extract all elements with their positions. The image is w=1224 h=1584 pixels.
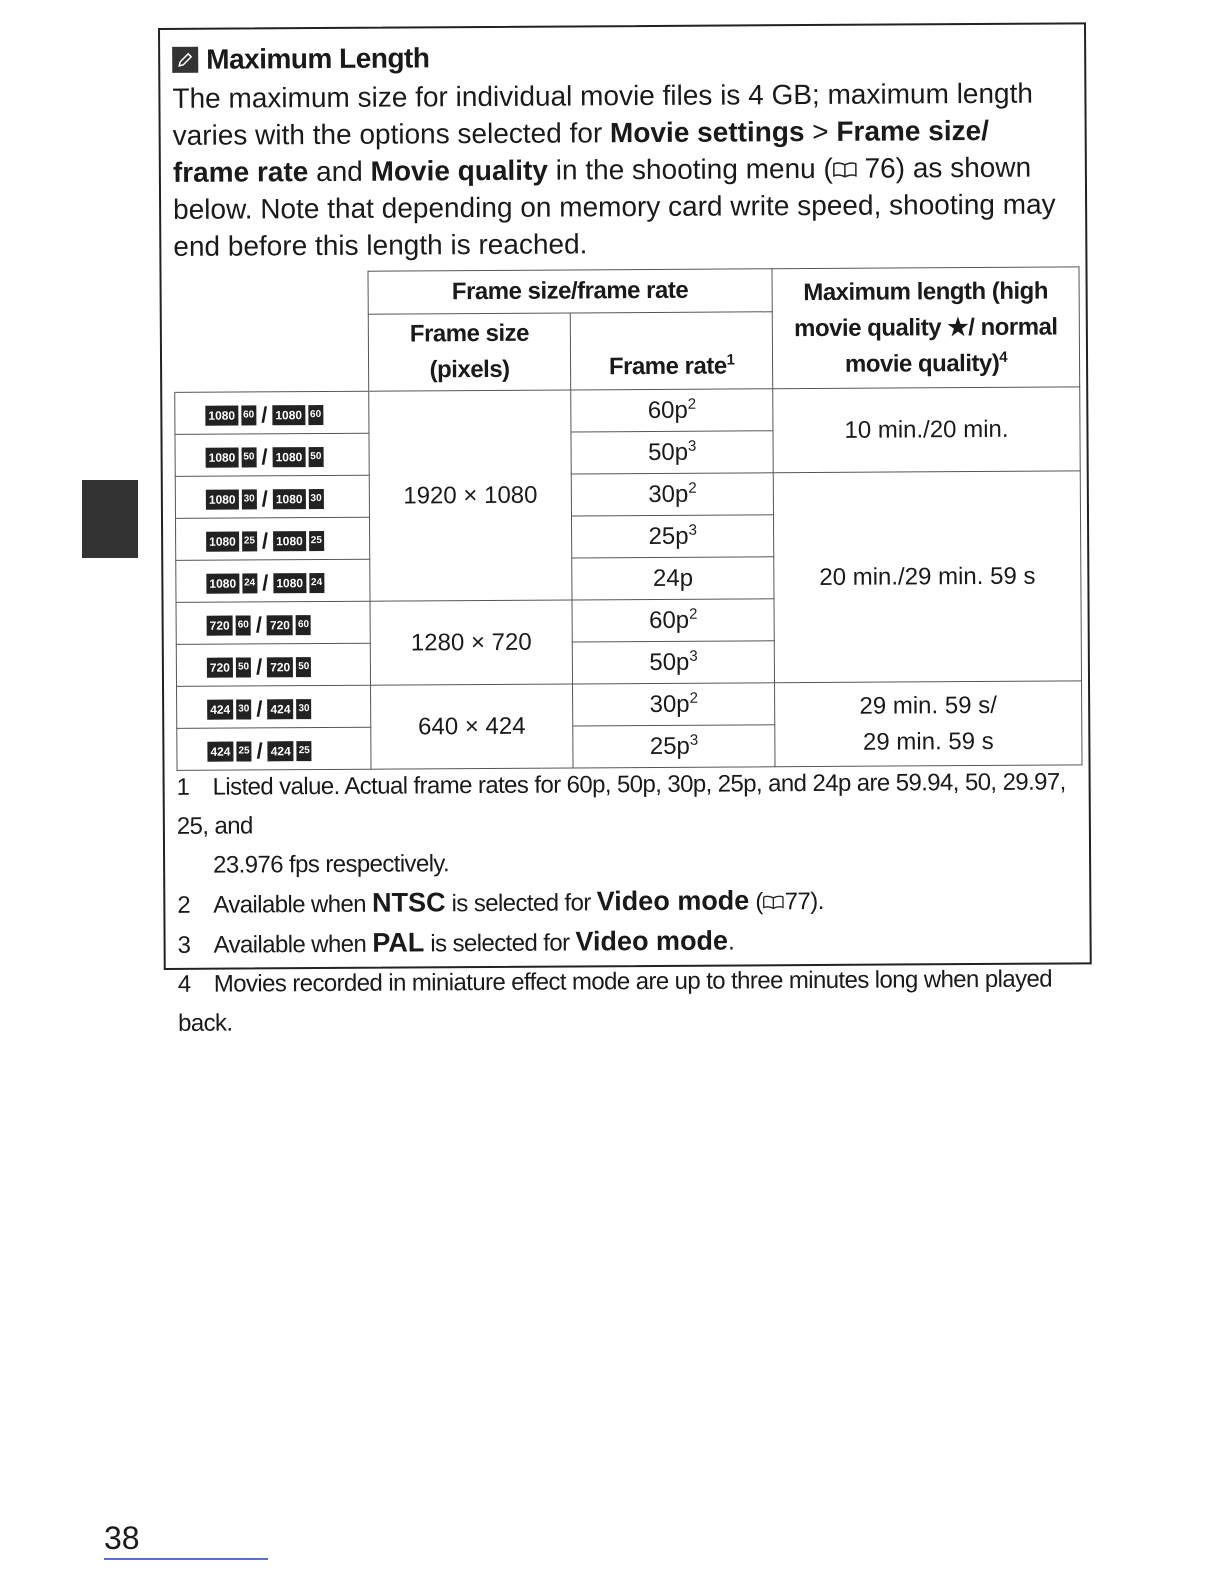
frame-rate-cell (573, 725, 775, 768)
frame-rate-icon: 25 (297, 741, 312, 761)
frame-rate-icon: 50 (241, 447, 256, 467)
footnote-ref: 4 (999, 348, 1008, 366)
menu-item-movie-quality: Movie quality (370, 154, 549, 187)
frame-rate-icon: 60 (236, 615, 251, 635)
movie-size-icon: 1080 (273, 531, 306, 551)
mode-icon-pair: 1080 60 / 1080 60 (175, 391, 369, 434)
movie-size-icon: 1080 (273, 489, 306, 509)
footnote-item (177, 762, 1077, 845)
max-length-cell (774, 681, 1082, 767)
movie-size-icon: 1080 (272, 405, 305, 425)
frame-rate-icon: 50 (236, 657, 251, 677)
frame-rate-icon: 25 (236, 741, 251, 761)
frame-rate-value: 25p (649, 732, 690, 760)
frame-rate-icon: 60 (308, 404, 323, 424)
frame-rate-value: 60p (647, 396, 688, 424)
frame-rate-icon: 30 (236, 699, 251, 719)
header-frame-rate (570, 312, 772, 390)
frame-rate-value: 25p (648, 522, 689, 550)
header-max-length (772, 267, 1080, 389)
movie-size-icon: 424 (207, 699, 233, 719)
mode-icon-pair: 424 25 / 424 25 (177, 727, 371, 770)
frame-rate-cell (572, 515, 774, 558)
header-frame-size: Frame size (pixels) (368, 313, 571, 391)
footnote-item (177, 919, 1077, 964)
page-number-rule (104, 1558, 268, 1560)
footnote-text: is selected for (424, 929, 576, 958)
frame-rate-icon: 60 (241, 405, 256, 425)
movie-size-icon: 720 (267, 615, 293, 635)
book-icon (833, 153, 857, 184)
frame-rate-icon: 24 (242, 573, 257, 593)
max-length-cell: 20 min./29 min. 59 s (773, 471, 1081, 683)
mode-icon-pair: 1080 50 / 1080 50 (175, 433, 369, 476)
footnote-text: is selected for (445, 889, 597, 918)
footnote-keyword: Video mode (596, 885, 750, 917)
footnote-text: Listed value. Actual frame rates for 60p, 50p, 30p, 25p, and 24p are 59.94, 50, 29.97, 25, and (176, 768, 1066, 840)
mode-icon-pair: 720 60 / 720 60 (176, 601, 370, 644)
footnote-ref: 2 (689, 689, 698, 707)
frame-rate-value: 50p (649, 648, 690, 676)
note-title: Maximum Length (206, 42, 430, 75)
max-length-line: 29 min. 59 s (862, 727, 994, 756)
mode-icon-pair: 1080 25 / 1080 25 (175, 517, 369, 560)
mode-icon-pair: 1080 24 / 1080 24 (176, 559, 370, 602)
frame-rate-cell (572, 557, 774, 600)
frame-rate-icon: 25 (242, 531, 257, 551)
book-icon (763, 888, 785, 915)
section-tab-marker (82, 480, 138, 558)
frame-rate-icon: 30 (296, 699, 311, 719)
frame-rate-value: 50p (647, 438, 689, 466)
footnote-item (178, 959, 1078, 1042)
frame-size-cell: 1920 × 1080 (369, 390, 573, 601)
footnote-page-ref: 77). (784, 887, 824, 916)
table-row (175, 387, 1080, 435)
intro-text: in the shooting menu ( (547, 152, 833, 186)
max-length-cell: 10 min./20 min. (773, 387, 1081, 473)
footnote-number: 1 (176, 773, 190, 801)
footnote-text: Movies recorded in miniature effect mode are up to three minutes long when played back. (177, 965, 1053, 1037)
footnote-item (177, 879, 1077, 924)
intro-text: and (308, 155, 371, 188)
movie-size-icon: 720 (207, 615, 233, 635)
footnote-continuation: 23.976 fps respectively. (213, 850, 450, 879)
footnote-text: . (727, 928, 735, 956)
frame-rate-icon: 30 (308, 488, 323, 508)
frame-size-cell: 640 × 424 (370, 684, 573, 769)
page-number: 38 (104, 1520, 140, 1556)
footnote-ref: 3 (689, 731, 699, 749)
movie-size-icon: 1080 (273, 447, 306, 467)
intro-text: 76) as shown below. Note that depending on memory card write speed, shooting may end before this length is reached. (173, 151, 1056, 262)
footnote-keyword: Video mode (575, 925, 729, 957)
movie-size-icon: 1080 (206, 447, 239, 467)
footnote-ref: 2 (689, 605, 698, 623)
frame-rate-icon: 50 (308, 446, 323, 466)
footnote-number: 2 (177, 891, 191, 919)
movie-size-icon: 720 (207, 657, 233, 677)
menu-item-frame-size-rate: Frame size/ frame rate (172, 114, 990, 188)
movie-size-icon: 424 (267, 699, 293, 719)
movie-size-icon: 1080 (206, 573, 239, 593)
note-box (158, 22, 1092, 1037)
frame-rate-icon: 60 (296, 615, 311, 635)
pencil-icon (172, 47, 198, 73)
frame-rate-cell (573, 641, 775, 684)
footnote-ref: 3 (689, 647, 698, 665)
footnote-number: 4 (177, 970, 191, 998)
table-corner (174, 271, 369, 392)
movie-size-icon: 1080 (205, 405, 238, 425)
mode-icon-pair: 424 30 / 424 30 (177, 685, 371, 728)
max-length-table (173, 266, 1082, 771)
movie-size-icon: 1080 (206, 531, 239, 551)
intro-paragraph (172, 74, 1073, 264)
footnotes (177, 762, 1079, 1042)
mode-icon-pair: 1080 30 / 1080 30 (175, 475, 369, 518)
menu-item-movie-settings: Movie settings (609, 116, 805, 149)
frame-rate-cell (571, 473, 773, 516)
frame-rate-icon: 30 (242, 489, 257, 509)
intro-text: The maximum size for individual movie files is 4 GB; maximum length varies with the options selected for (172, 77, 1034, 151)
mode-icon-pair: 720 50 / 720 50 (176, 643, 370, 686)
footnote-ref: 2 (687, 395, 697, 413)
frame-rate-value: 30p (648, 480, 689, 508)
frame-rate-value: 24p (652, 564, 694, 592)
footnote-keyword: NTSC (371, 887, 446, 918)
intro-text: > (804, 115, 837, 148)
movie-size-icon: 424 (207, 741, 233, 761)
footnote-keyword: PAL (372, 927, 425, 958)
frame-size-cell: 1280 × 720 (370, 600, 573, 685)
movie-size-icon: 1080 (206, 489, 239, 509)
frame-rate-cell (572, 599, 774, 642)
frame-rate-icon: 25 (309, 530, 324, 550)
frame-rate-icon: 24 (309, 572, 324, 592)
footnote-text: ( (749, 888, 763, 916)
max-length-line: 29 min. 59 s/ (859, 691, 997, 720)
table-row (177, 681, 1082, 729)
frame-rate-cell (571, 389, 773, 432)
footnote-number: 3 (177, 931, 191, 959)
footnote-text: Available when (213, 890, 373, 919)
note-heading (172, 42, 429, 76)
frame-rate-cell (571, 431, 773, 474)
movie-size-icon: 1080 (273, 573, 306, 593)
header-frame-rate-text: Frame rate (608, 352, 727, 381)
movie-size-icon: 424 (268, 741, 294, 761)
frame-rate-cell (573, 683, 775, 726)
footnote-ref: 2 (688, 479, 697, 497)
header-frame-size-rate: Frame size/frame rate (368, 269, 772, 314)
movie-size-icon: 720 (267, 657, 293, 677)
footnote-text: Available when (213, 930, 373, 959)
footnote-ref: 3 (688, 521, 697, 539)
footnote-ref: 3 (687, 437, 697, 455)
frame-rate-icon: 50 (296, 657, 311, 677)
header-max-length-text: Maximum length (high movie quality ★/ normal movie quality) (794, 277, 1058, 378)
frame-rate-value: 60p (648, 606, 690, 634)
frame-rate-value: 30p (649, 690, 690, 718)
table-row (175, 471, 1080, 519)
footnote-ref: 1 (726, 351, 735, 369)
